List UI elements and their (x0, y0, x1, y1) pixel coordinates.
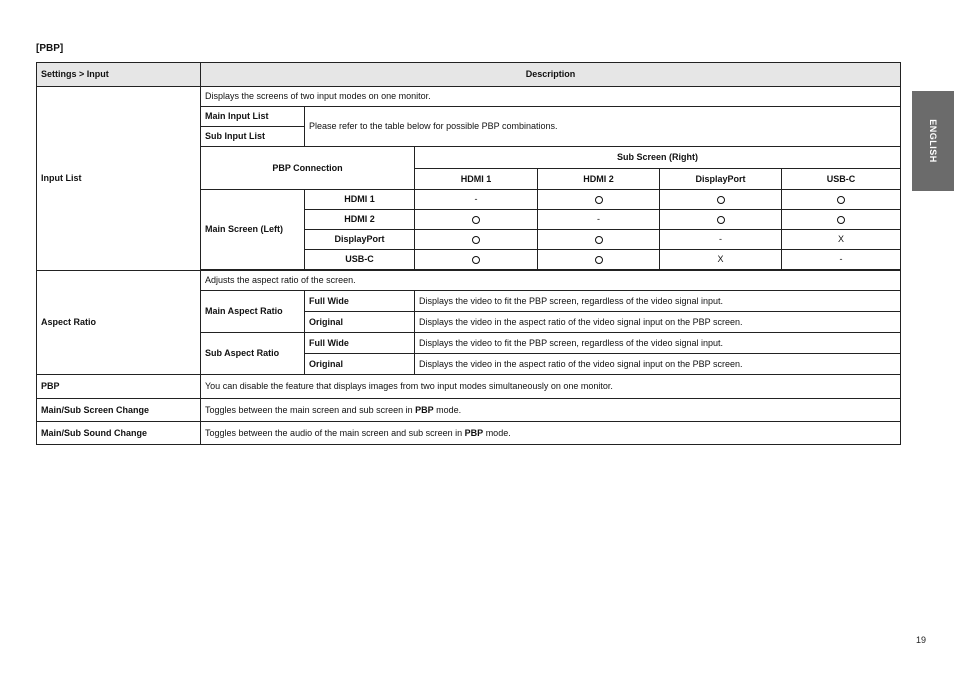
supported-circle-icon (837, 196, 845, 204)
compat-cell: - (538, 210, 660, 230)
sub-col-hdmi2: HDMI 2 (538, 169, 660, 190)
pbp-label: PBP (37, 375, 201, 399)
pbp-combination-note: Please refer to the table below for possible PBP combinations. (305, 107, 901, 147)
screen-change-desc-pre: Toggles between the main screen and sub screen in (205, 404, 416, 415)
screen-change-desc-post: mode. (433, 404, 462, 415)
sub-full-wide-desc: Displays the video to fit the PBP screen, regardless of the video signal input. (415, 333, 901, 354)
supported-circle-icon (717, 196, 725, 204)
screen-change-label: Main/Sub Screen Change (37, 399, 201, 422)
language-label: ENGLISH (928, 119, 938, 163)
supported-circle-icon (595, 256, 603, 264)
header-description: Description (201, 63, 901, 87)
main-full-wide-desc: Displays the video to fit the PBP screen, regardless of the video signal input. (415, 291, 901, 312)
sub-col-hdmi1: HDMI 1 (415, 169, 538, 190)
sound-change-desc-post: mode. (483, 427, 511, 438)
header-settings: Settings > Input (37, 63, 201, 87)
pbp-connection-label: PBP Connection (201, 147, 415, 190)
main-row-usbc: USB-C (305, 250, 415, 270)
compat-cell: X (660, 250, 782, 270)
aspect-ratio-label: Aspect Ratio (37, 271, 201, 375)
settings-table (36, 62, 901, 445)
supported-circle-icon (472, 256, 480, 264)
compat-cell: - (782, 250, 901, 270)
sub-aspect-ratio-label: Sub Aspect Ratio (201, 333, 305, 375)
aspect-ratio-description: Adjusts the aspect ratio of the screen. (201, 271, 901, 291)
main-row-displayport: DisplayPort (305, 230, 415, 250)
input-list-description: Displays the screens of two input modes on one monitor. (201, 87, 901, 107)
supported-circle-icon (472, 236, 480, 244)
sub-original-label: Original (305, 354, 415, 375)
page-number: 19 (916, 635, 927, 645)
compat-cell (415, 210, 538, 230)
pbp-description: You can disable the feature that displays images from two input modes simultaneously on one monitor. (201, 375, 901, 399)
sound-change-desc-pre: Toggles between the audio of the main screen and sub screen in (205, 427, 465, 438)
supported-circle-icon (595, 196, 603, 204)
language-side-tab (912, 91, 954, 191)
main-row-hdmi2: HDMI 2 (305, 210, 415, 230)
main-original-label: Original (305, 312, 415, 333)
sub-input-list-label: Sub Input List (201, 127, 305, 147)
sub-original-desc: Displays the video in the aspect ratio of the video signal input on the PBP screen. (415, 354, 901, 375)
sub-screen-label: Sub Screen (Right) (415, 147, 901, 169)
main-aspect-ratio-label: Main Aspect Ratio (201, 291, 305, 333)
supported-circle-icon (837, 216, 845, 224)
compat-cell (538, 230, 660, 250)
main-input-list-label: Main Input List (201, 107, 305, 127)
main-screen-label: Main Screen (Left) (201, 190, 305, 270)
compat-cell (660, 190, 782, 210)
sound-change-description (201, 422, 901, 445)
sub-full-wide-label: Full Wide (305, 333, 415, 354)
screen-change-description (201, 399, 901, 422)
compat-cell (538, 250, 660, 270)
section-title: [PBP] (36, 43, 64, 54)
supported-circle-icon (472, 216, 480, 224)
compat-cell: X (782, 230, 901, 250)
screen-change-desc-bold: PBP (415, 404, 434, 415)
supported-circle-icon (717, 216, 725, 224)
compat-cell (660, 210, 782, 230)
compat-cell (415, 230, 538, 250)
sound-change-label: Main/Sub Sound Change (37, 422, 201, 445)
sub-col-displayport: DisplayPort (660, 169, 782, 190)
compat-cell (782, 190, 901, 210)
sound-change-desc-bold: PBP (464, 427, 484, 438)
supported-circle-icon (595, 236, 603, 244)
compat-cell (415, 250, 538, 270)
compat-cell: - (415, 190, 538, 210)
sub-col-usbc: USB-C (782, 169, 901, 190)
compat-cell (538, 190, 660, 210)
main-row-hdmi1: HDMI 1 (305, 190, 415, 210)
main-full-wide-label: Full Wide (305, 291, 415, 312)
input-list-label: Input List (37, 87, 201, 271)
main-original-desc: Displays the video in the aspect ratio of the video signal input on the PBP screen. (415, 312, 901, 333)
compat-cell: - (660, 230, 782, 250)
compat-cell (782, 210, 901, 230)
